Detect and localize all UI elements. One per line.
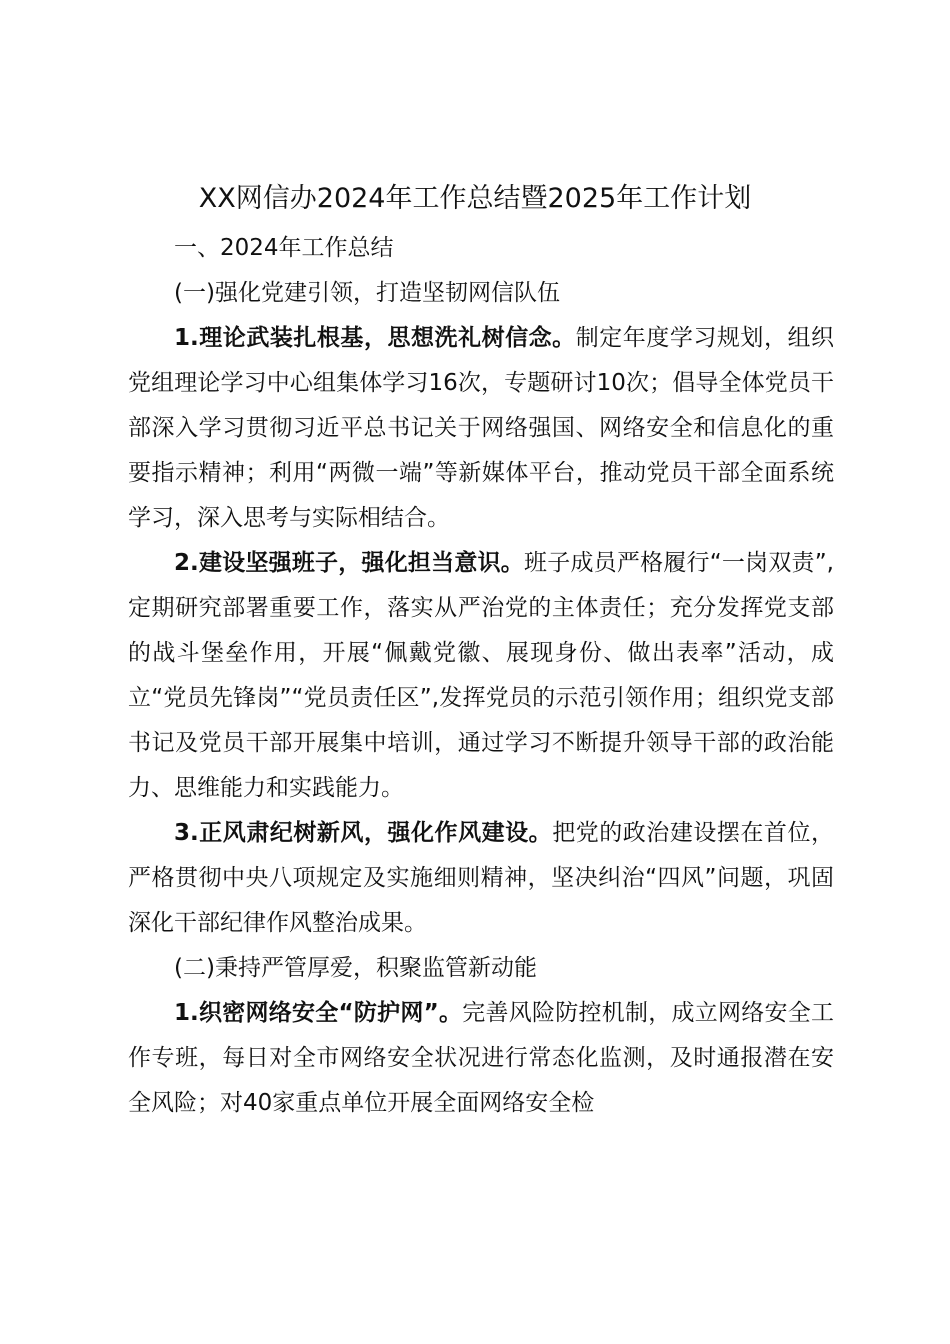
paragraph xyxy=(128,811,834,946)
paragraph-lead: 1.织密网络安全“防护网”。 xyxy=(174,1000,463,1026)
paragraph-body: 完善风险防控机制，成立网络安全工作专班，每日对全市网络安全状况进行常态化监测，及时通报潜在安全风险；对40家重点单位开展全面网络安全检 xyxy=(128,1000,834,1116)
paragraph-body: 制定年度学习规划，组织党组理论学习中心组集体学习16次，专题研讨10次；倡导全体党员干部深入学习贯彻习近平总书记关于网络强国、网络安全和信息化的重要指示精神；利用“两微一端”等新媒体平台，推动党员干部全面系统学习，深入思考与实际相结合。 xyxy=(128,325,834,531)
paragraph-lead: 3.正风肃纪树新风，强化作风建设。 xyxy=(174,820,553,846)
paragraph-lead: 1.理论武装扎根基，思想洗礼树信念。 xyxy=(174,325,576,351)
document-title: XX网信办2024年工作总结暨2025年工作计划 xyxy=(198,183,752,214)
paragraph-body: 班子成员严格履行“一岗双责”,定期研究部署重要工作，落实从严治党的主体责任；充分发挥党支部的战斗堡垒作用，开展“佩戴党徽、展现身份、做出表率”活动，成立“党员先锋岗”“党员责任区”,发挥党员的示范引领作用；组织党支部书记及党员干部开展集中培训，通过学习不断提升领导干部的政治能力、思维能力和实践能力。 xyxy=(128,550,834,801)
paragraph xyxy=(128,316,834,541)
subsection-heading: (一)强化党建引领，打造坚韧网信队伍 xyxy=(174,280,560,306)
subsection-heading: (二)秉持严管厚爱，积聚监管新动能 xyxy=(174,955,537,981)
section-heading: 一、2024年工作总结 xyxy=(174,235,394,261)
paragraph xyxy=(128,541,834,811)
document-body xyxy=(128,226,834,1126)
paragraph-lead: 2.建设坚强班子，强化担当意识。 xyxy=(174,550,525,576)
paragraph-body: 把党的政治建设摆在首位，严格贯彻中央八项规定及实施细则精神，坚决纠治“四风”问题，巩固深化干部纪律作风整治成果。 xyxy=(128,820,834,936)
paragraph xyxy=(128,991,834,1126)
